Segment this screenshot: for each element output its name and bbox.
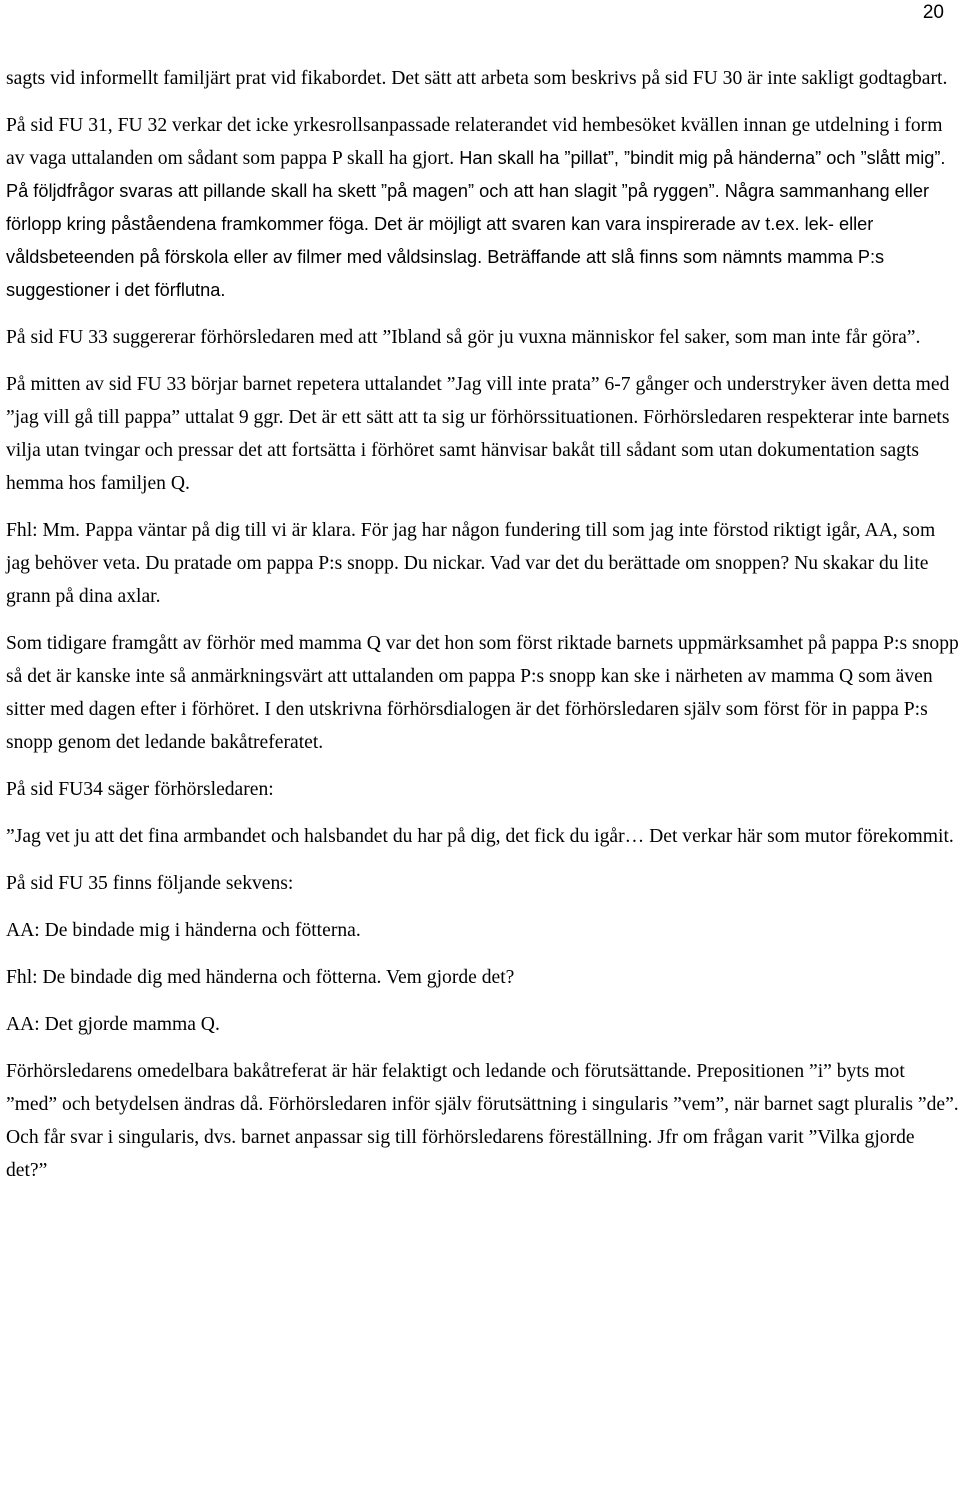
- paragraph-fu34-quote: ”Jag vet ju att det fina armbandet och halsbandet du har på dig, det fick du igår… Det verkar här som mutor förekommit.: [6, 826, 954, 847]
- paragraph-fu33-suggestion: På sid FU 33 suggererar förhörsledaren med att ”Ibland så gör ju vuxna människor fel saker, som man inte får göra”.: [6, 327, 921, 348]
- paragraph-continuation: sagts vid informellt familjärt prat vid fikabordet. Det sätt att arbeta som beskrivs på sid FU 30 är inte sakligt godtagbart.: [6, 68, 948, 89]
- document-body: [6, 62, 960, 1187]
- paragraph-fu31-32-sans: Han skall ha ”pillat”, ”bindit mig på händerna” och ”slått mig”. På följdfrågor svaras att pillande skall ha skett ”på magen” och att han slagit ”på ryggen”. Några sammanhang eller förlopp kring påståendena framkommer föga. Det är möjligt att svaren kan vara inspirerade av t.ex. lek- eller våldsbeteenden på förskola eller av filmer med våldsinslag. Beträffande att slå finns som nämnts mamma P:s suggestioner i det förflutna.: [6, 148, 946, 300]
- paragraph-conclusion: Förhörsledarens omedelbara bakåtreferat är här felaktigt och ledande och förutsättande. Prepositionen ”i” byts mot ”med” och betydelsen ändras då. Förhörsledaren inför själv förutsättning i singularis ”vem”, när barnet sagt pluralis ”de”. Och får svar i singularis, dvs. barnet anpassar sig till förhörsledarens föreställning. Jfr om frågan varit ”Vilka gjorde det?”: [6, 1061, 959, 1181]
- paragraph-fu33-repetition: På mitten av sid FU 33 börjar barnet repetera uttalandet ”Jag vill inte prata” 6-7 gånger och understryker även detta med ”jag vill gå till pappa” uttalat 9 ggr. Det är ett sätt att ta sig ur förhörssituationen. Förhörsledaren respekterar inte barnets vilja utan tvingar och pressar det att fortsätta i förhöret samt hänvisar bakåt till sådant som utan dokumentation sagts hemma hos familjen Q.: [6, 374, 950, 494]
- dialogue-line-aa-2: AA: Det gjorde mamma Q.: [6, 1014, 220, 1035]
- dialogue-line-aa-1: AA: De bindade mig i händerna och fötterna.: [6, 920, 361, 941]
- page-number: 20: [922, 2, 944, 23]
- paragraph-fu31-32: [6, 109, 960, 307]
- paragraph-fu35-intro: På sid FU 35 finns följande sekvens:: [6, 873, 294, 894]
- paragraph-fu31-32-serif: På sid FU 31, FU 32 verkar det icke yrkesrollsanpassade relaterandet vid hembesöket kvällen innan ge utdelning i form av vaga uttalanden om sådant som pappa P skall ha gjort.: [6, 115, 943, 169]
- paragraph-fu34-intro: På sid FU34 säger förhörsledaren:: [6, 779, 274, 800]
- paragraph-mamma-q: Som tidigare framgått av förhör med mamma Q var det hon som först riktade barnets uppmärksamhet på pappa P:s snopp så det är kanske inte så anmärkningsvärt att uttalanden om pappa P:s snopp kan ske i närheten av mamma Q som även sitter med dagen efter i förhöret. I den utskrivna förhörsdialogen är det förhörsledaren själv som först för in pappa P:s snopp genom det ledande bakåtreferatet.: [6, 633, 959, 753]
- paragraph-fhl-quote: Fhl: Mm. Pappa väntar på dig till vi är klara. För jag har någon fundering till som jag inte förstod riktigt igår, AA, som jag behöver veta. Du pratade om pappa P:s snopp. Du nickar. Vad var det du berättade om snoppen? Nu skakar du lite grann på dina axlar.: [6, 520, 936, 607]
- dialogue-line-fhl: Fhl: De bindade dig med händerna och fötterna. Vem gjorde det?: [6, 967, 515, 988]
